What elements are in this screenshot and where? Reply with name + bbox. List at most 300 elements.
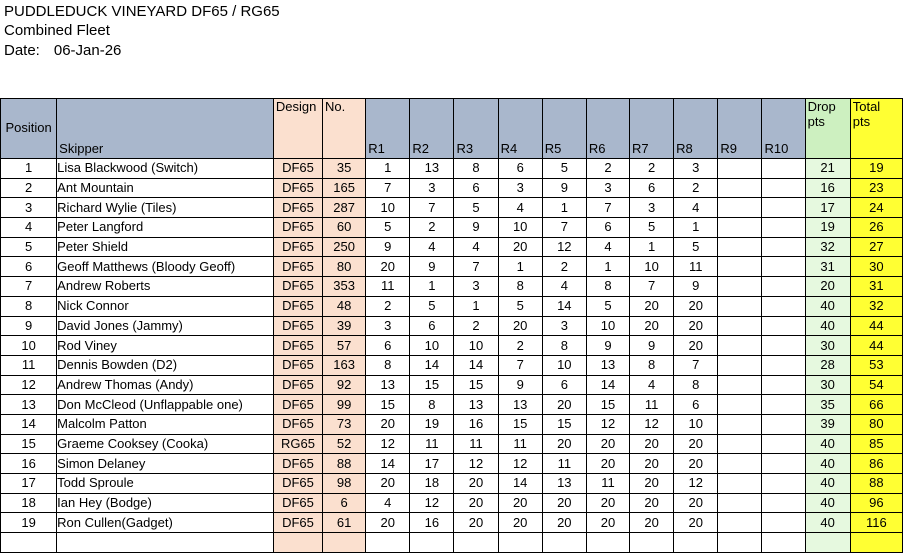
total-pts-cell: 116	[850, 513, 902, 533]
race-r2-cell: 14	[410, 355, 454, 375]
design-cell: DF65	[273, 414, 322, 434]
col-drop-pts-header	[805, 99, 850, 159]
race-r1-cell: 4	[366, 493, 410, 513]
date-label: Date:	[4, 42, 40, 59]
race-r7-cell	[630, 533, 674, 553]
race-r8-cell: 11	[674, 257, 718, 277]
race-r5-cell: 2	[542, 257, 586, 277]
race-r8-cell: 8	[674, 375, 718, 395]
race-r1-cell: 20	[366, 414, 410, 434]
race-r9-cell	[718, 198, 762, 218]
race-r5-cell	[542, 533, 586, 553]
drop-pts-cell: 19	[805, 218, 850, 238]
race-r5-cell: 20	[542, 513, 586, 533]
race-r4-cell: 1	[498, 257, 542, 277]
race-r7-cell: 4	[630, 375, 674, 395]
col-r5-header: R5	[542, 99, 586, 159]
position-cell: 12	[1, 375, 57, 395]
table-row	[1, 533, 903, 553]
total-pts-cell: 32	[850, 296, 902, 316]
skipper-cell: David Jones (Jammy)	[57, 316, 274, 336]
race-r5-cell: 20	[542, 493, 586, 513]
race-r4-cell: 7	[498, 355, 542, 375]
race-r9-cell	[718, 355, 762, 375]
race-r7-cell: 5	[630, 218, 674, 238]
drop-label: Drop	[807, 99, 836, 114]
total-pts-cell: 23	[850, 178, 902, 198]
sail-number-cell: 98	[323, 474, 366, 494]
skipper-cell: Graeme Cooksey (Cooka)	[57, 434, 274, 454]
race-r9-cell	[718, 434, 762, 454]
race-r3-cell: 5	[454, 198, 498, 218]
race-r6-cell: 8	[586, 277, 629, 297]
drop-pts-cell: 40	[805, 316, 850, 336]
design-cell: DF65	[273, 375, 322, 395]
race-r5-cell: 20	[542, 395, 586, 415]
drop-pts-cell: 20	[805, 277, 850, 297]
total-pts-cell: 24	[850, 198, 902, 218]
race-r9-cell	[718, 159, 762, 179]
race-r3-cell: 9	[454, 218, 498, 238]
race-r4-cell: 14	[498, 474, 542, 494]
race-r9-cell	[718, 395, 762, 415]
race-r1-cell: 13	[366, 375, 410, 395]
col-r4-header: R4	[498, 99, 542, 159]
skipper-cell: Peter Langford	[57, 218, 274, 238]
col-no-header: No.	[323, 99, 366, 159]
race-r3-cell: 4	[454, 237, 498, 257]
race-r4-cell: 13	[498, 395, 542, 415]
race-r10-cell	[762, 434, 805, 454]
total-pts-cell: 80	[850, 414, 902, 434]
race-r3-cell: 1	[454, 296, 498, 316]
table-row	[1, 474, 903, 494]
race-r9-cell	[718, 513, 762, 533]
design-cell: DF65	[273, 454, 322, 474]
race-r2-cell: 11	[410, 434, 454, 454]
race-r8-cell: 7	[674, 355, 718, 375]
total-pts-cell: 26	[850, 218, 902, 238]
total-pts-cell: 19	[850, 159, 902, 179]
race-r1-cell	[366, 533, 410, 553]
position-cell: 14	[1, 414, 57, 434]
race-r10-cell	[762, 474, 805, 494]
race-r7-cell: 9	[630, 336, 674, 356]
race-r2-cell: 17	[410, 454, 454, 474]
table-row	[1, 454, 903, 474]
drop-pts-cell: 35	[805, 395, 850, 415]
race-r5-cell: 20	[542, 434, 586, 454]
race-r4-cell: 20	[498, 316, 542, 336]
race-r6-cell: 15	[586, 395, 629, 415]
race-r8-cell	[674, 533, 718, 553]
race-r7-cell: 20	[630, 513, 674, 533]
sail-number-cell: 80	[323, 257, 366, 277]
position-cell: 18	[1, 493, 57, 513]
position-cell: 9	[1, 316, 57, 336]
race-r5-cell: 14	[542, 296, 586, 316]
race-r3-cell: 13	[454, 395, 498, 415]
sail-number-cell: 165	[323, 178, 366, 198]
race-r3-cell: 8	[454, 159, 498, 179]
race-r6-cell: 4	[586, 237, 629, 257]
race-r2-cell: 16	[410, 513, 454, 533]
race-r9-cell	[718, 218, 762, 238]
drop-pts-cell: 40	[805, 434, 850, 454]
table-row	[1, 218, 903, 238]
race-r10-cell	[762, 375, 805, 395]
race-r9-cell	[718, 316, 762, 336]
design-cell: DF65	[273, 493, 322, 513]
race-r1-cell: 3	[366, 316, 410, 336]
race-r8-cell: 12	[674, 474, 718, 494]
race-r6-cell: 5	[586, 296, 629, 316]
race-r3-cell: 14	[454, 355, 498, 375]
race-r3-cell: 3	[454, 277, 498, 297]
race-r8-cell: 5	[674, 237, 718, 257]
race-r4-cell: 20	[498, 237, 542, 257]
design-cell: DF65	[273, 395, 322, 415]
race-r2-cell: 2	[410, 218, 454, 238]
race-r10-cell	[762, 296, 805, 316]
race-r1-cell: 12	[366, 434, 410, 454]
total-pts-cell: 31	[850, 277, 902, 297]
race-r5-cell: 13	[542, 474, 586, 494]
race-r6-cell: 6	[586, 218, 629, 238]
race-r2-cell: 7	[410, 198, 454, 218]
race-r8-cell: 4	[674, 198, 718, 218]
race-r6-cell: 1	[586, 257, 629, 277]
race-r8-cell: 6	[674, 395, 718, 415]
race-r7-cell: 20	[630, 454, 674, 474]
skipper-cell: Geoff Matthews (Bloody Geoff)	[57, 257, 274, 277]
col-r9-header: R9	[718, 99, 762, 159]
total-pts-cell: 54	[850, 375, 902, 395]
race-r4-cell: 4	[498, 198, 542, 218]
race-r4-cell: 6	[498, 159, 542, 179]
race-r3-cell: 15	[454, 375, 498, 395]
sheet-subtitle: Combined Fleet	[4, 22, 110, 39]
race-r3-cell: 16	[454, 414, 498, 434]
race-r2-cell: 19	[410, 414, 454, 434]
race-r8-cell: 1	[674, 218, 718, 238]
race-r4-cell: 3	[498, 178, 542, 198]
skipper-cell: Nick Connor	[57, 296, 274, 316]
race-r7-cell: 6	[630, 178, 674, 198]
race-r9-cell	[718, 336, 762, 356]
design-cell	[273, 533, 322, 553]
race-r10-cell	[762, 237, 805, 257]
race-r7-cell: 2	[630, 159, 674, 179]
drop-pts-cell: 30	[805, 375, 850, 395]
race-r5-cell: 4	[542, 277, 586, 297]
race-r9-cell	[718, 178, 762, 198]
drop-pts-cell: 40	[805, 454, 850, 474]
table-row	[1, 257, 903, 277]
race-r4-cell: 11	[498, 434, 542, 454]
race-r5-cell: 9	[542, 178, 586, 198]
design-cell: DF65	[273, 513, 322, 533]
table-row	[1, 434, 903, 454]
col-r8-header: R8	[674, 99, 718, 159]
sail-number-cell: 48	[323, 296, 366, 316]
race-r10-cell	[762, 198, 805, 218]
race-r7-cell: 20	[630, 316, 674, 336]
race-r5-cell: 7	[542, 218, 586, 238]
header-row	[1, 99, 903, 159]
race-r6-cell: 9	[586, 336, 629, 356]
race-r7-cell: 3	[630, 198, 674, 218]
table-row	[1, 414, 903, 434]
race-r7-cell: 8	[630, 355, 674, 375]
race-r1-cell: 8	[366, 355, 410, 375]
race-r3-cell: 2	[454, 316, 498, 336]
race-r6-cell: 3	[586, 178, 629, 198]
race-r8-cell: 9	[674, 277, 718, 297]
race-r2-cell: 13	[410, 159, 454, 179]
race-r7-cell: 20	[630, 434, 674, 454]
race-r7-cell: 12	[630, 414, 674, 434]
race-r9-cell	[718, 533, 762, 553]
race-r3-cell: 12	[454, 454, 498, 474]
sail-number-cell: 35	[323, 159, 366, 179]
results-body	[1, 159, 903, 553]
race-r10-cell	[762, 493, 805, 513]
sail-number-cell: 88	[323, 454, 366, 474]
race-r4-cell: 15	[498, 414, 542, 434]
table-row	[1, 237, 903, 257]
race-r1-cell: 15	[366, 395, 410, 415]
sail-number-cell: 52	[323, 434, 366, 454]
drop-pts-cell: 30	[805, 336, 850, 356]
position-cell: 1	[1, 159, 57, 179]
sail-number-cell: 61	[323, 513, 366, 533]
race-r5-cell: 12	[542, 237, 586, 257]
position-cell: 3	[1, 198, 57, 218]
race-r4-cell: 12	[498, 454, 542, 474]
total-pts-cell: 44	[850, 316, 902, 336]
race-r8-cell: 3	[674, 159, 718, 179]
race-r8-cell: 20	[674, 454, 718, 474]
col-design-header: Design	[273, 99, 322, 159]
position-cell: 16	[1, 454, 57, 474]
total-pts-cell: 27	[850, 237, 902, 257]
race-r1-cell: 20	[366, 257, 410, 277]
race-r10-cell	[762, 513, 805, 533]
race-r2-cell: 12	[410, 493, 454, 513]
race-r8-cell: 20	[674, 434, 718, 454]
position-cell: 4	[1, 218, 57, 238]
race-r2-cell: 5	[410, 296, 454, 316]
sheet-date	[4, 42, 121, 60]
race-r3-cell	[454, 533, 498, 553]
total-pts-cell	[850, 533, 902, 553]
design-cell: DF65	[273, 316, 322, 336]
col-r2-header: R2	[410, 99, 454, 159]
race-r3-cell: 20	[454, 474, 498, 494]
position-cell: 10	[1, 336, 57, 356]
race-r9-cell	[718, 296, 762, 316]
sail-number-cell: 92	[323, 375, 366, 395]
total-label: Total	[852, 99, 881, 114]
race-r1-cell: 5	[366, 218, 410, 238]
race-r4-cell: 2	[498, 336, 542, 356]
design-cell: DF65	[273, 218, 322, 238]
race-r3-cell: 7	[454, 257, 498, 277]
position-cell: 11	[1, 355, 57, 375]
race-r5-cell: 15	[542, 414, 586, 434]
race-r7-cell: 11	[630, 395, 674, 415]
race-r8-cell: 20	[674, 296, 718, 316]
race-r2-cell: 6	[410, 316, 454, 336]
sail-number-cell: 353	[323, 277, 366, 297]
race-r10-cell	[762, 178, 805, 198]
drop-pts-cell: 21	[805, 159, 850, 179]
race-r8-cell: 10	[674, 414, 718, 434]
race-r4-cell	[498, 533, 542, 553]
race-r9-cell	[718, 474, 762, 494]
race-r4-cell: 8	[498, 277, 542, 297]
design-cell: DF65	[273, 178, 322, 198]
race-r7-cell: 1	[630, 237, 674, 257]
design-cell: DF65	[273, 355, 322, 375]
drop-pts-cell	[805, 533, 850, 553]
race-r9-cell	[718, 375, 762, 395]
race-r10-cell	[762, 159, 805, 179]
design-cell: DF65	[273, 277, 322, 297]
drop-pts-cell: 28	[805, 355, 850, 375]
col-position-header: Position	[1, 99, 57, 159]
race-r8-cell: 2	[674, 178, 718, 198]
drop-pts-cell: 40	[805, 513, 850, 533]
race-r2-cell: 1	[410, 277, 454, 297]
position-cell: 7	[1, 277, 57, 297]
race-r3-cell: 20	[454, 493, 498, 513]
table-row	[1, 178, 903, 198]
sail-number-cell: 163	[323, 355, 366, 375]
results-table	[0, 98, 903, 553]
race-r1-cell: 7	[366, 178, 410, 198]
race-r6-cell: 20	[586, 454, 629, 474]
position-cell: 19	[1, 513, 57, 533]
design-cell: DF65	[273, 336, 322, 356]
col-r7-header: R7	[630, 99, 674, 159]
race-r5-cell: 8	[542, 336, 586, 356]
design-cell: DF65	[273, 474, 322, 494]
drop-pts-cell: 40	[805, 493, 850, 513]
race-r9-cell	[718, 493, 762, 513]
design-cell: DF65	[273, 296, 322, 316]
race-r2-cell: 3	[410, 178, 454, 198]
table-row	[1, 277, 903, 297]
position-cell: 15	[1, 434, 57, 454]
total-pts-cell: 44	[850, 336, 902, 356]
race-r1-cell: 20	[366, 474, 410, 494]
race-r1-cell: 1	[366, 159, 410, 179]
total-pts-cell: 85	[850, 434, 902, 454]
position-cell: 8	[1, 296, 57, 316]
race-r7-cell: 20	[630, 296, 674, 316]
skipper-cell	[57, 533, 274, 553]
race-r2-cell: 4	[410, 237, 454, 257]
drop-pts-cell: 39	[805, 414, 850, 434]
sail-number-cell: 250	[323, 237, 366, 257]
race-r9-cell	[718, 454, 762, 474]
race-r10-cell	[762, 454, 805, 474]
race-r6-cell: 12	[586, 414, 629, 434]
total-pts-cell: 30	[850, 257, 902, 277]
race-r3-cell: 20	[454, 513, 498, 533]
sail-number-cell: 6	[323, 493, 366, 513]
race-r6-cell: 10	[586, 316, 629, 336]
race-r6-cell: 13	[586, 355, 629, 375]
race-r1-cell: 9	[366, 237, 410, 257]
race-r10-cell	[762, 316, 805, 336]
race-r2-cell: 18	[410, 474, 454, 494]
race-r9-cell	[718, 257, 762, 277]
col-r3-header: R3	[454, 99, 498, 159]
skipper-cell: Ron Cullen(Gadget)	[57, 513, 274, 533]
sail-number-cell: 99	[323, 395, 366, 415]
total-pts-label: pts	[852, 114, 871, 129]
skipper-cell: Dennis Bowden (D2)	[57, 355, 274, 375]
race-r6-cell: 11	[586, 474, 629, 494]
drop-pts-cell: 40	[805, 296, 850, 316]
design-cell: RG65	[273, 434, 322, 454]
race-r6-cell: 2	[586, 159, 629, 179]
race-r6-cell: 14	[586, 375, 629, 395]
skipper-cell: Simon Delaney	[57, 454, 274, 474]
race-r5-cell: 3	[542, 316, 586, 336]
drop-pts-cell: 32	[805, 237, 850, 257]
race-r1-cell: 6	[366, 336, 410, 356]
skipper-cell: Rod Viney	[57, 336, 274, 356]
race-r4-cell: 9	[498, 375, 542, 395]
race-r4-cell: 5	[498, 296, 542, 316]
race-r9-cell	[718, 237, 762, 257]
race-r2-cell: 9	[410, 257, 454, 277]
total-pts-cell: 53	[850, 355, 902, 375]
race-r5-cell: 6	[542, 375, 586, 395]
race-r6-cell: 20	[586, 513, 629, 533]
skipper-cell: Ant Mountain	[57, 178, 274, 198]
col-skipper-header: Skipper	[57, 99, 274, 159]
race-r10-cell	[762, 355, 805, 375]
race-r8-cell: 20	[674, 513, 718, 533]
drop-pts-label: pts	[807, 114, 825, 129]
position-cell	[1, 533, 57, 553]
race-r1-cell: 20	[366, 513, 410, 533]
drop-pts-cell: 16	[805, 178, 850, 198]
table-row	[1, 296, 903, 316]
race-r6-cell: 20	[586, 493, 629, 513]
sail-number-cell: 60	[323, 218, 366, 238]
position-cell: 6	[1, 257, 57, 277]
race-r1-cell: 14	[366, 454, 410, 474]
race-r9-cell	[718, 414, 762, 434]
race-r8-cell: 20	[674, 316, 718, 336]
race-r4-cell: 20	[498, 493, 542, 513]
race-r6-cell: 20	[586, 434, 629, 454]
race-r7-cell: 7	[630, 277, 674, 297]
race-r10-cell	[762, 277, 805, 297]
race-r5-cell: 5	[542, 159, 586, 179]
race-r2-cell: 15	[410, 375, 454, 395]
race-r5-cell: 10	[542, 355, 586, 375]
skipper-cell: Peter Shield	[57, 237, 274, 257]
sail-number-cell: 57	[323, 336, 366, 356]
skipper-cell: Don McCleod (Unflappable one)	[57, 395, 274, 415]
